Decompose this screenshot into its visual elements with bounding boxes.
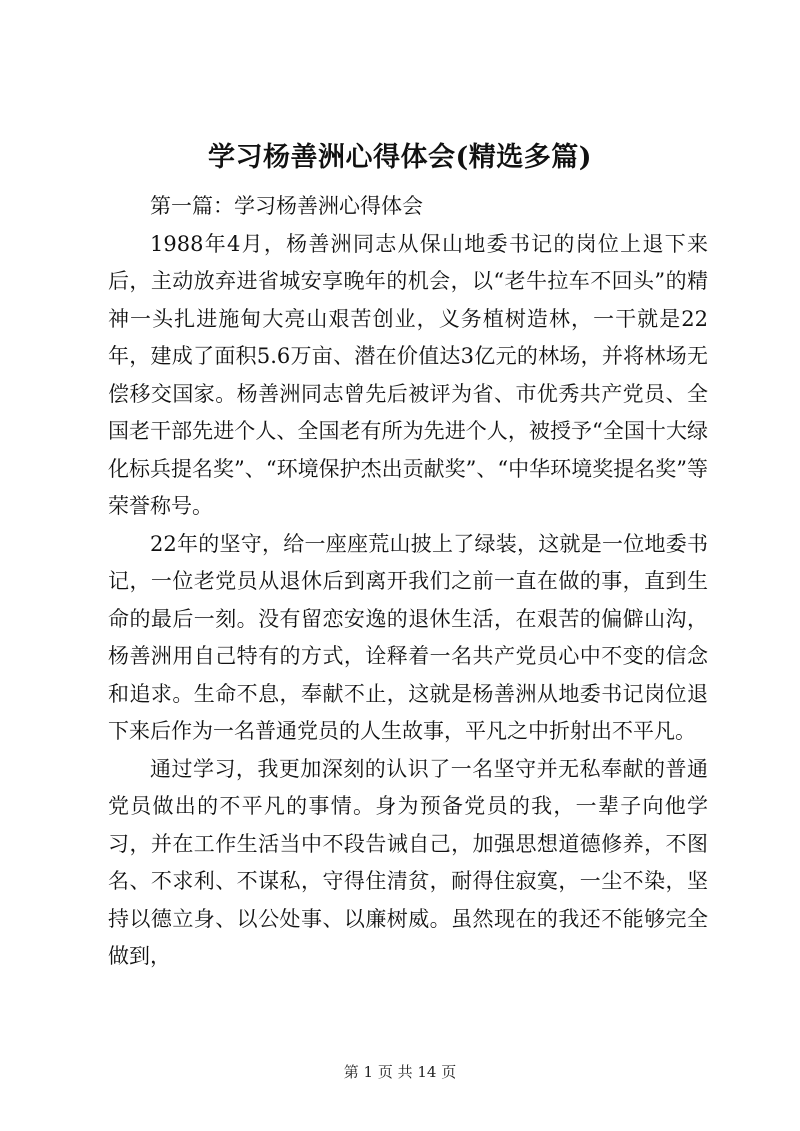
section-heading: 第一篇：学习杨善洲心得体会	[150, 194, 423, 218]
page-footer: 第 1 页 共 14 页	[343, 1063, 457, 1081]
paragraph-2: 22年的坚守，给一座座荒山披上了绿装，这就是一位地委书记，一位老党员从退休后到离开我们之前一直在做的事，直到生命的最后一刻。没有留恋安逸的退休生活，在艰苦的偏僻山沟，杨善洲用自己特有的方式，诠释着一名共产党员心中不变的信念和追求。生命不息，奉献不止，这就是杨善洲从地委书记岗位退下来后作为一名普通党员的人生故事，平凡之中折射出不平凡。	[108, 531, 708, 743]
paragraph-3: 通过学习，我更加深刻的认识了一名坚守并无私奉献的普通党员做出的不平凡的事情。身为预备党员的我，一辈子向他学习，并在工作生活当中不段告诫自己，加强思想道德修养，不图名、不求利、不谋私，守得住清贫，耐得住寂寞，一尘不染，坚持以德立身、以公处事、以廉树威。虽然现在的我还不能够完全做到，	[108, 756, 708, 968]
document-title: 学习杨善洲心得体会(精选多篇)	[207, 142, 593, 173]
document-body	[108, 188, 708, 976]
paragraph-1: 1988年4月，杨善洲同志从保山地委书记的岗位上退下来后，主动放弃进省城安享晚年的机会，以“老牛拉车不回头”的精神一头扎进施甸大亮山艰苦创业，义务植树造林，一干就是22年，建成了面积5.6万亩、潜在价值达3亿元的林场，并将林场无偿移交国家。杨善洲同志曾先后被评为省、市优秀共产党员、全国老干部先进个人、全国老有所为先进个人，被授予“全国十大绿化标兵提名奖”、“环境保护杰出贡献奖”、“中华环境奖提名奖”等荣誉称号。	[108, 231, 708, 518]
